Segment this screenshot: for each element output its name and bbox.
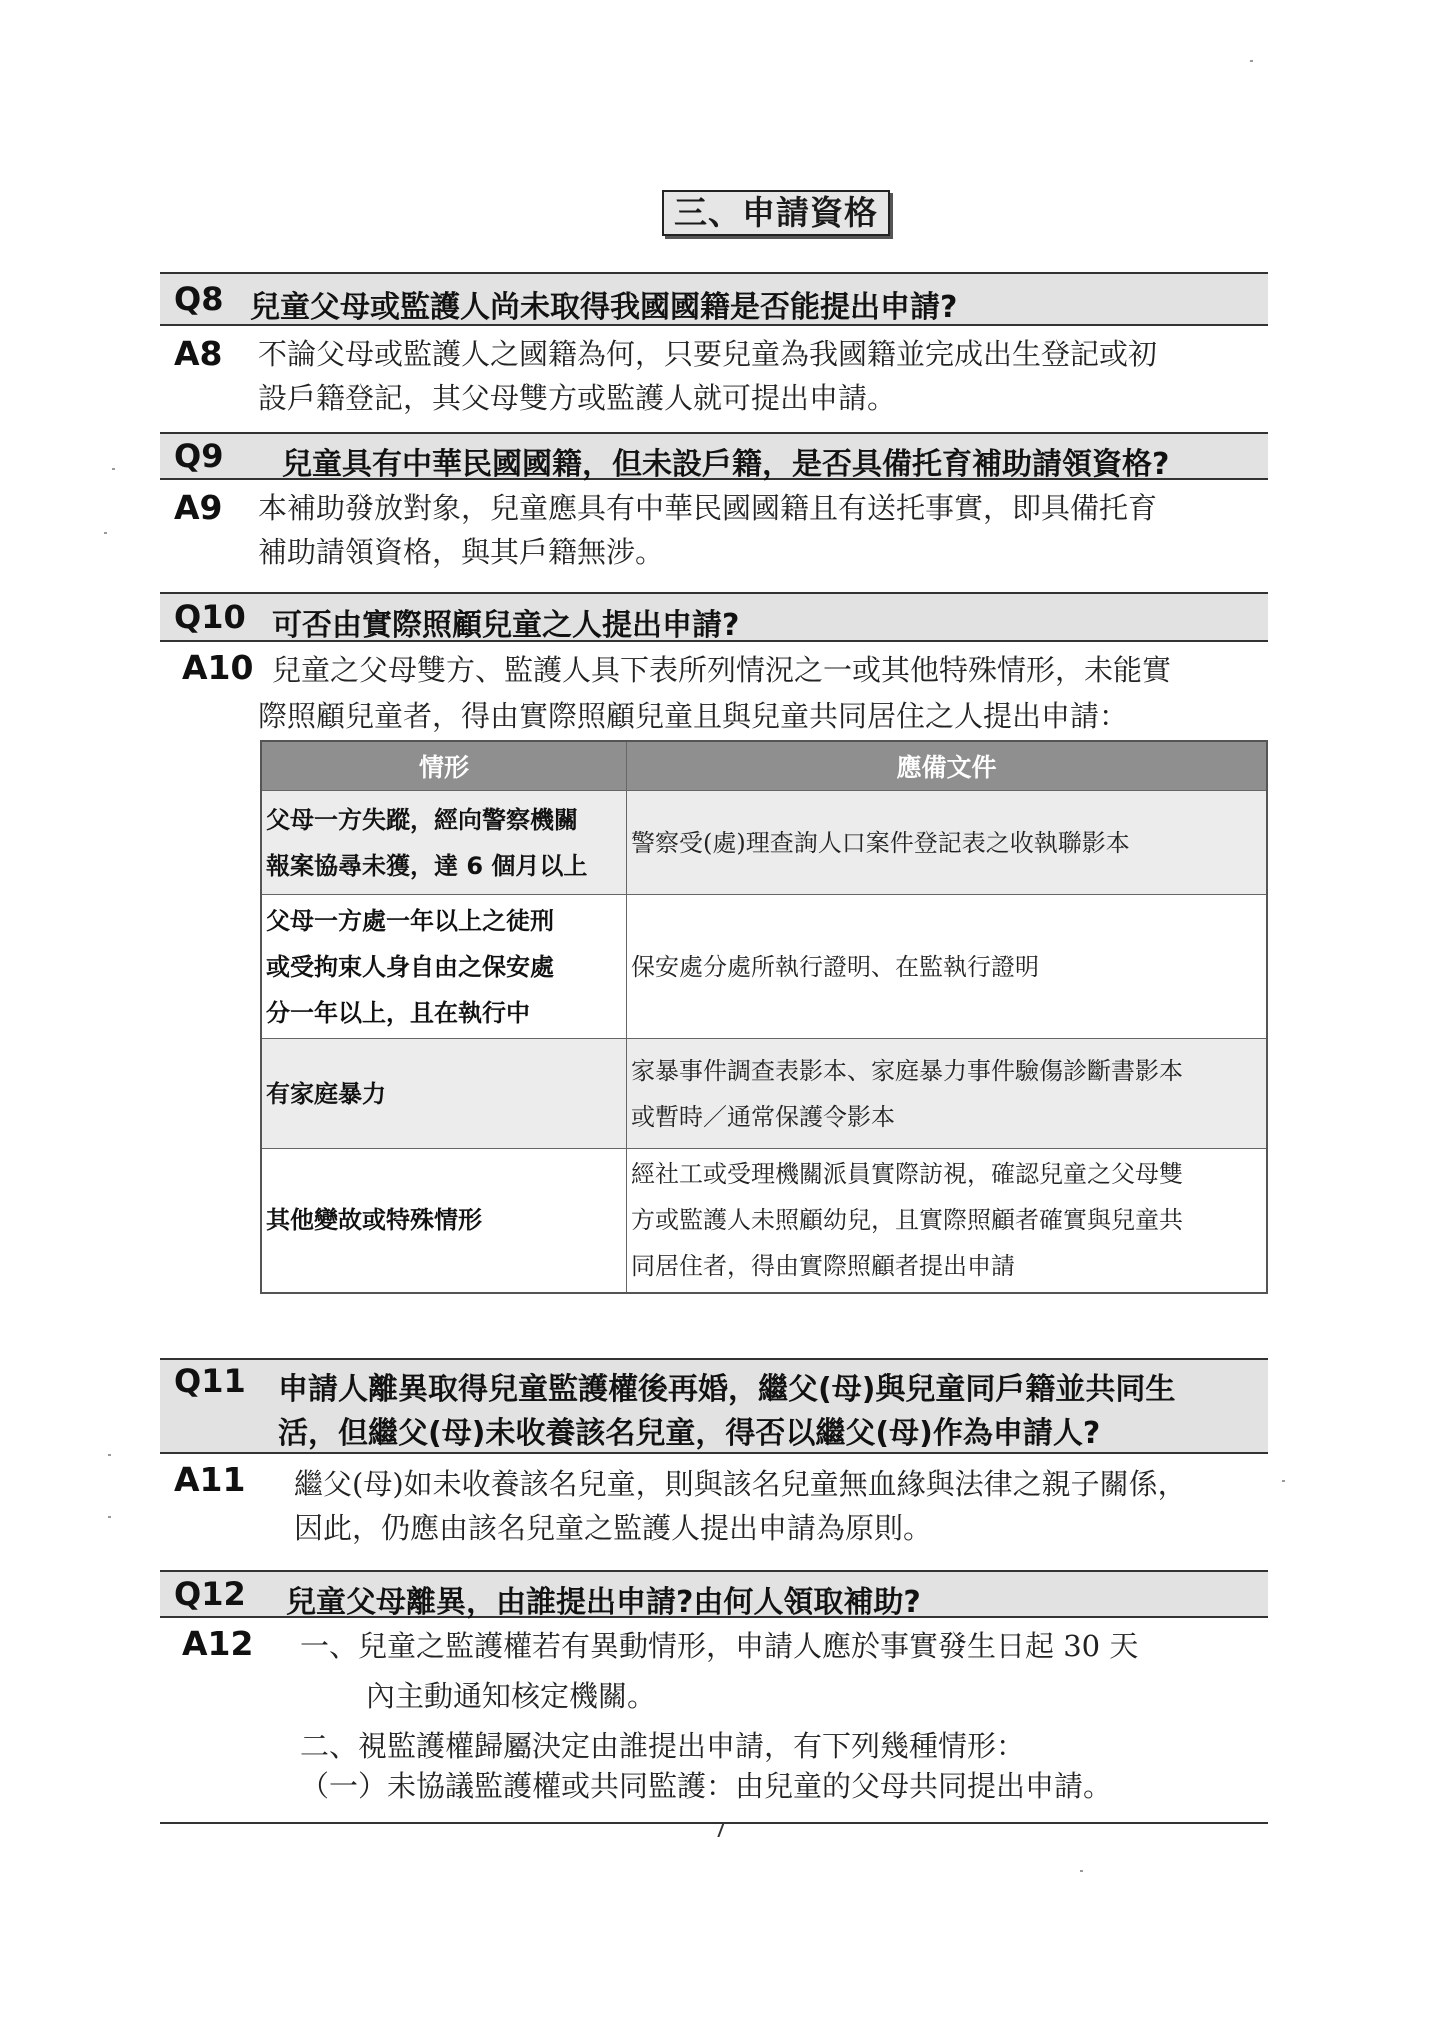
answer-label: A12 [182, 1624, 254, 1663]
document-line: 經社工或受理機關派員實際訪視，確認兒童之父母雙 [631, 1160, 1183, 1189]
document-line: 警察受(處)理查詢人口案件登記表之收執聯影本 [631, 828, 1130, 857]
column-header-condition: 情形 [261, 741, 627, 791]
document-line: 家暴事件調查表影本、家庭暴力事件驗傷診斷書影本 [631, 1056, 1183, 1085]
question-text-line: 申請人離異取得兒童監護權後再婚，繼父(母)與兒童同戶籍並共同生 [278, 1372, 1176, 1407]
answer-line: 兒童之父母雙方、監護人具下表所列情況之一或其他特殊情形，未能實 [272, 653, 1172, 687]
scan-speck [112, 468, 115, 470]
scan-speck [1080, 1870, 1083, 1872]
condition-cell [261, 791, 627, 895]
question-bar-q9 [160, 432, 1268, 480]
document-line: 或暫時／通常保護令影本 [631, 1102, 895, 1131]
scan-speck [108, 1516, 111, 1518]
document-line: 保安處分處所執行證明、在監執行證明 [631, 952, 1039, 981]
table-row [261, 791, 1267, 895]
condition-line: 分一年以上，且在執行中 [266, 998, 530, 1027]
question-text: 可否由實際照顧兒童之人提出申請? [272, 608, 740, 643]
question-bar-q8 [160, 272, 1268, 326]
condition-line: 父母一方處一年以上之徒刑 [266, 906, 554, 935]
answer-line: 繼父(母)如未收養該名兒童，則與該名兒童無血緣與法律之親子關係， [294, 1467, 1187, 1501]
answer-label: A8 [174, 334, 223, 373]
table-row [261, 1039, 1267, 1149]
question-label: Q11 [174, 1362, 246, 1400]
answer-line: 因此，仍應由該名兒童之監護人提出申請為原則。 [294, 1511, 933, 1545]
answer-line: 二、視監護權歸屬決定由誰提出申請，有下列幾種情形： [300, 1729, 1026, 1763]
question-label: Q9 [174, 437, 224, 475]
answer-line: 補助請領資格，與其戶籍無涉。 [258, 535, 665, 569]
document-cell [627, 1149, 1268, 1293]
question-label: Q12 [174, 1575, 246, 1613]
question-text-line: 活，但繼父(母)未收養該名兒童，得否以繼父(母)作為申請人? [278, 1416, 1101, 1451]
document-cell [627, 1039, 1268, 1149]
scan-speck [1282, 1480, 1285, 1482]
section-title: 三、申請資格 [662, 190, 890, 236]
condition-cell [261, 1149, 627, 1293]
document-line: 方或監護人未照顧幼兒，且實際照顧者確實與兒童共 [631, 1206, 1183, 1235]
table-row [261, 895, 1267, 1039]
condition-line: 報案協尋未獲，達 6 個月以上 [266, 851, 588, 880]
answer-label: A11 [174, 1460, 246, 1499]
question-text: 兒童具有中華民國國籍，但未設戶籍，是否具備托育補助請領資格? [282, 447, 1170, 482]
question-text: 兒童父母離異，由誰提出申請?由何人領取補助? [286, 1585, 921, 1620]
required-documents-table [260, 740, 1268, 1294]
answer-label: A10 [182, 648, 254, 687]
question-label: Q10 [174, 598, 246, 636]
document-cell [627, 791, 1268, 895]
condition-line: 或受拘束人身自由之保安處 [266, 952, 554, 981]
question-label: Q8 [174, 280, 224, 318]
question-bar-q12 [160, 1570, 1268, 1618]
answer-line: 設戶籍登記，其父母雙方或監護人就可提出申請。 [258, 381, 897, 415]
answer-label: A9 [174, 488, 223, 527]
document-cell [627, 895, 1268, 1039]
answer-line: 際照顧兒童者，得由實際照顧兒童且與兒童共同居住之人提出申請： [258, 699, 1129, 733]
answer-line: 本補助發放對象，兒童應具有中華民國國籍且有送托事實，即具備托育 [258, 491, 1158, 525]
question-bar-q11 [160, 1358, 1268, 1454]
column-header-documents: 應備文件 [627, 741, 1268, 791]
question-text: 兒童父母或監護人尚未取得我國國籍是否能提出申請? [250, 290, 958, 325]
scan-speck [108, 1454, 111, 1456]
question-bar-q10 [160, 592, 1268, 642]
scan-speck [104, 532, 107, 534]
condition-cell [261, 895, 627, 1039]
condition-cell [261, 1039, 627, 1149]
table-row [261, 1149, 1267, 1293]
condition-line: 其他變故或特殊情形 [266, 1206, 482, 1235]
answer-line: 內主動通知核定機關。 [366, 1679, 657, 1713]
condition-line: 有家庭暴力 [266, 1079, 386, 1108]
answer-line: 一、兒童之監護權若有異動情形，申請人應於事實發生日起 30 天 [300, 1629, 1139, 1663]
page-number: 7 [713, 1818, 727, 1842]
scan-speck [1250, 60, 1253, 62]
answer-line: （一）未協議監護權或共同監護：由兒童的父母共同提出申請。 [300, 1769, 1113, 1803]
answer-line: 不論父母或監護人之國籍為何，只要兒童為我國籍並完成出生登記或初 [258, 337, 1158, 371]
condition-line: 父母一方失蹤，經向警察機關 [266, 805, 578, 834]
table-header-row [261, 741, 1267, 791]
document-line: 同居住者，得由實際照顧者提出申請 [631, 1252, 1015, 1281]
